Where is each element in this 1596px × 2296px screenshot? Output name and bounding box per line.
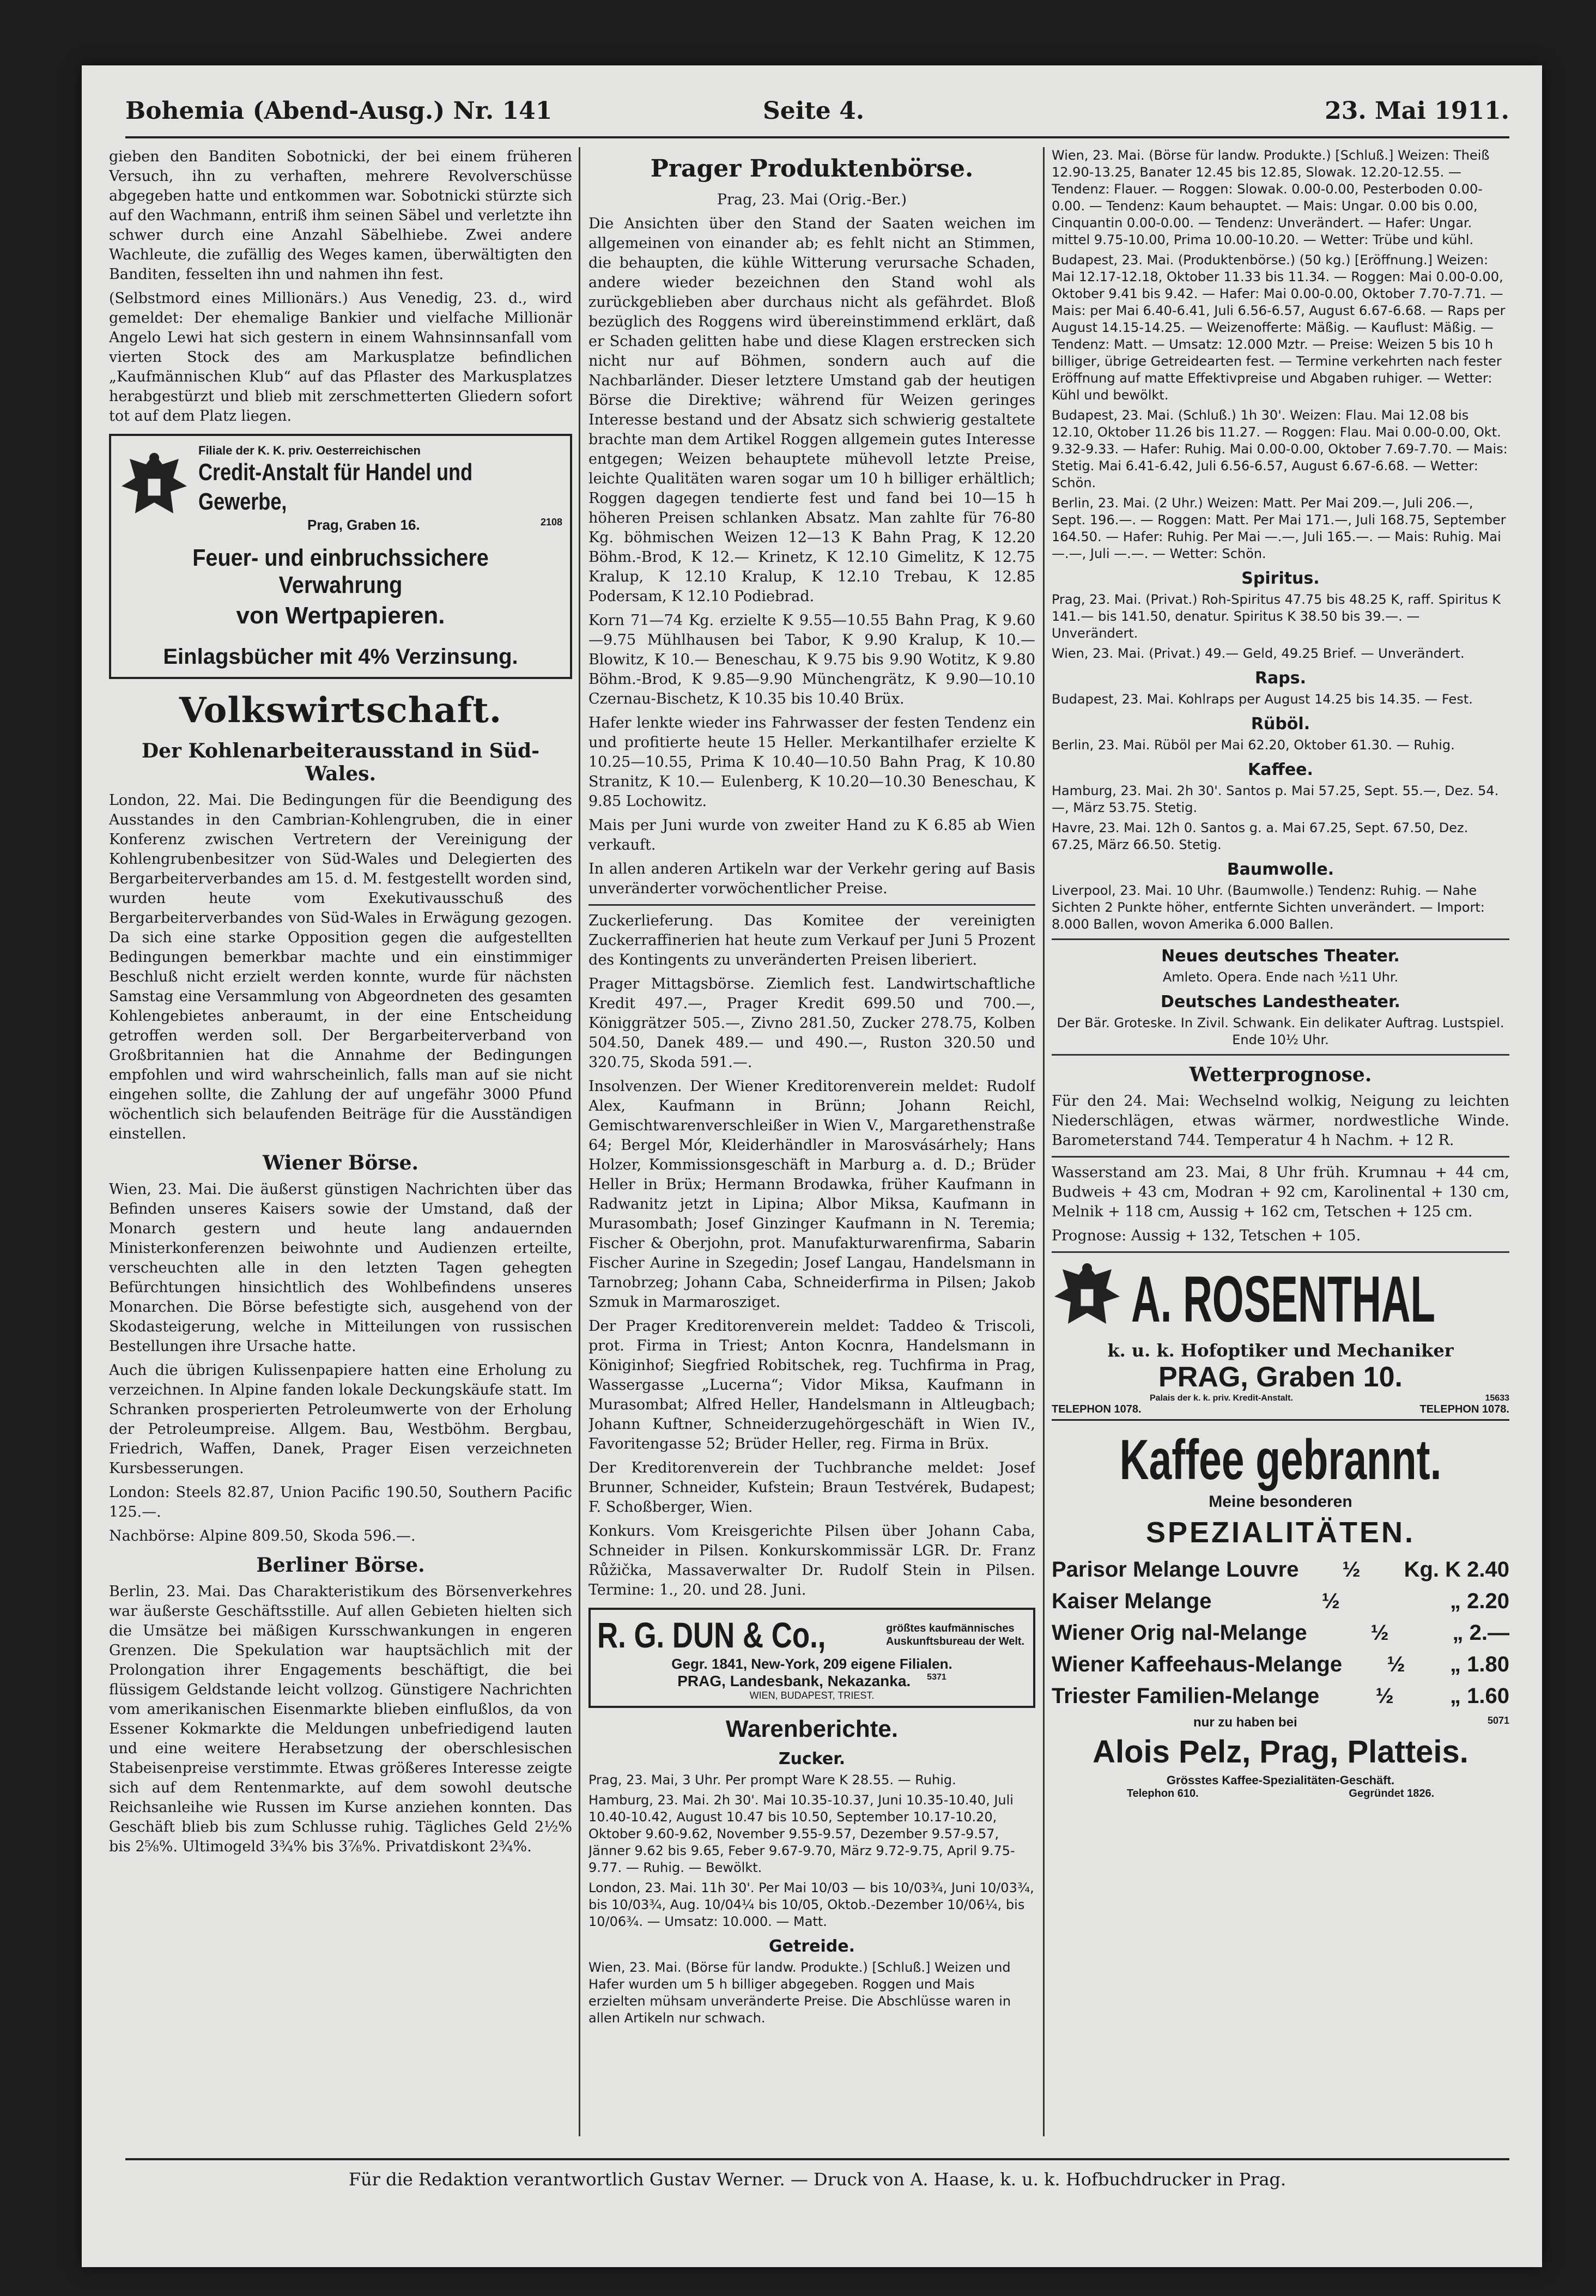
ad-firm-name: A. ROSENTHAL <box>1131 1263 1435 1336</box>
report-text: Havre, 23. Mai. 12h 0. Santos g. a. Mai 67.25, Sept. 67.50, Dez. 67.25, März 66.50. Stetig. <box>1052 820 1468 852</box>
product-name: Wiener Orig nal-Melange <box>1052 1621 1307 1645</box>
ad-headline: Kaffee gebrannt. <box>1119 1428 1442 1492</box>
eagle-crest-icon <box>119 448 190 530</box>
price-row <box>1052 1585 1509 1617</box>
product-name: Triester Familien-Melange <box>1052 1684 1320 1708</box>
ad-line: größtes kaufmännisches Auskunftsbureau der Welt. <box>886 1622 1025 1647</box>
ad-line: PRAG, Graben 10. <box>1158 1361 1403 1393</box>
ad-line: Gegr. 1841, New-York, 209 eigene Filialen. <box>671 1656 952 1672</box>
ad-line: von Wertpapieren. <box>236 602 445 629</box>
page-header <box>125 87 1509 138</box>
product-name: Parisor Melange Louvre <box>1052 1558 1299 1582</box>
divider <box>1052 1054 1509 1056</box>
product-name: Kaiser Melange <box>1052 1589 1212 1613</box>
subsection-title: Getreide. <box>769 1937 855 1956</box>
report-text: Berlin, 23. Mai. (2 Uhr.) Weizen: Matt. Per Mai 209.—, Juli 206.—, Sept. 196.—. — Roggen: Matt. Per Mai 171.—, Juli 168.75, September 164.50. — Hafer: Ruhig. Per Mai —.—, Juli 165.—. — Mais: Ruhig. Mai —.—, Juli —.—. — Wetter: Schön. <box>1052 495 1506 561</box>
article-text: Auch die übrigen Kulissenpapiere hatten eine Erholung zu verzeichnen. In Alpine fanden lokale Deckungskäufe statt. Im Schranken prosperierten Petroleumwerte von der Erholung der Petroleumpreise. Allgem. Bau, Westböhm. Bergbau, Friedrich, Waffen, Danek, Prager Eisen verzeichneten Kursbesserungen. <box>109 1362 572 1477</box>
subsection-title: Baumwolle. <box>1227 860 1334 879</box>
report-text: Budapest, 23. Mai. (Produktenbörse.) (50 kg.) [Eröffnung.] Weizen: Mai 12.17-12.18, Oktober 11.33 bis 11.34. — Roggen: Mai 0.00-0.00, Oktober 9.41 bis 9.42. — Hafer: Mai 0.00-0.00, Oktober 7.70-7.71. — Mais: per Mai 6.40-6.41, Juli 6.56-6.57, August 6.67-6.68. — Raps per August 14.15-14.25. — Weizenofferte: Mäßig. — Kauflust: Mäßig. — Tendenz: Matt. — Umsatz: 12.000 Mztr. — Preise: Weizen 5 bis 10 h billiger, übrige Getreidearten fest. — Termine verkehrten nach fester Eröffnung auf matte Effektivpreise und Abgaben ruhiger. — Wetter: Kühl und bewölkt. <box>1052 252 1506 403</box>
report-text: Prag, 23. Mai. (Privat.) Roh-Spiritus 47.75 bis 48.25 K, raff. Spiritus K 141.— bis 141.50, denatur. Spiritus K 38.50 bis 39.—. — Unverändert. <box>1052 592 1501 641</box>
page-number: Seite 4. <box>763 97 865 125</box>
article-headline: Berliner Börse. <box>256 1554 425 1577</box>
article-headline: Der Kohlenarbeiterausstand in Süd-Wales. <box>141 740 540 785</box>
product-price: „ 1.60 <box>1450 1684 1509 1708</box>
theater-program: Der Bär. Groteske. In Zivil. Schwank. Ein delikater Auftrag. Lustspiel. Ende 10½ Uhr. <box>1057 1015 1504 1047</box>
report-text: Budapest, 23. Mai. (Schluß.) 1h 30'. Weizen: Flau. Mai 12.08 bis 12.10, Oktober 11.26 bis 11.27. — Roggen: Flau. Mai 0.00-0.00, Okt. 9.32-9.33. — Hafer: Ruhig. Mai 0.00-0.00, Oktober 7.69-7.70. — Mais: Stetig. Mai 6.41-6.42, Juli 6.56-6.57, August 6.67-6.68. — Wetter: Schön. <box>1052 408 1508 490</box>
ad-line: k. u. k. Hofoptiker und Mechaniker <box>1107 1340 1454 1361</box>
section-title: Wetterprognose. <box>1189 1063 1372 1086</box>
ad-line: Meine besonderen <box>1209 1493 1352 1511</box>
article-text: Wien, 23. Mai. Die äußerst günstigen Nachrichten über das Befinden unseres Kaisers sowie der Umstand, daß der Monarch gestern und heute lang andauernden Ministerkonferenzen beiwohnte und Audienzen erteilte, verscheuchten alle in den letzten Tagen gehegten Befürchtungen hinsichtlich des Wohlbefindens unseres Monarchen. Die Börse befestigte sich, ausgehend von der Skodasteigerung, welche in Mitteilungen von russischen Bestellungen ihre Ursache hatte. <box>109 1181 572 1355</box>
product-qty: ½ <box>1321 1589 1340 1613</box>
report-text: London, 23. Mai. 11h 30'. Per Mai 10/03 — bis 10/03¾, Juni 10/03¾, bis 10/03¾, Aug. 10/04¼ bis 10/05, Oktob.-Dezember 10/06¼, bis 10/06¾. — Umsatz: 10.000. — Matt. <box>588 1880 1034 1929</box>
price-row <box>1052 1649 1509 1680</box>
masthead-issue: Bohemia (Abend-Ausg.) Nr. 141 <box>125 97 553 125</box>
ad-line: Filiale der K. K. priv. Oesterreichischen <box>198 444 421 457</box>
column-1 <box>109 147 572 2136</box>
dun-ad <box>588 1608 1035 1708</box>
credit-anstalt-ad <box>109 434 572 679</box>
ad-line: nur zu haben bei <box>1193 1715 1297 1730</box>
theater-title: Deutsches Landestheater. <box>1161 992 1400 1011</box>
article-text: London: Steels 82.87, Union Pacific 190.50, Southern Pacific 125.—. <box>109 1484 572 1520</box>
article-text: gieben den Banditen Sobotnicki, der bei einem früheren Versuch, ihn zu verhaften, mehrere Revolverschüsse abgegeben hatte und entkommen war. Sobotnicki stürzte sich auf den Wachmann, entriß ihm seinen Säbel und verletzte ihn schwer durch eine Anzahl Säbelhiebe. Zwei andere Wachleute, die zufällig des Weges kamen, überwältigten den Banditen, fesselten ihn und nahmen ihn fest. <box>109 148 572 283</box>
subsection-title: Rüböl. <box>1251 714 1310 734</box>
article-text: Prager Mittagsbörse. Ziemlich fest. Landwirtschaftliche Kredit 497.—, Prager Kredit 699.50 und 700.—, Königgrätzer 505.—, Zivno 281.50, Zucker 278.75, Kolben 504.50, Danek 489.— und 490.—, Ruston 320.50 und 320.75, Skoda 591.—. <box>588 976 1035 1071</box>
product-qty: ½ <box>1370 1621 1389 1645</box>
product-price: „ 2.20 <box>1450 1589 1509 1613</box>
subsection-title: Zucker. <box>778 1749 846 1768</box>
article-text: Wasserstand am 23. Mai, 8 Uhr früh. Krumnau + 44 cm, Budweis + 43 cm, Modran + 92 cm, Karolinental + 130 cm, Melnik + 118 cm, Aussig + 162 cm, Tetschen + 125 cm. <box>1052 1164 1509 1220</box>
ad-phone: Telephon 610. <box>1126 1788 1199 1800</box>
price-row <box>1052 1554 1509 1585</box>
article-headline: Wiener Börse. <box>262 1152 419 1174</box>
article-text: Berlin, 23. Mai. Das Charakteristikum des Börsenverkehres war äußerste Geschäftsstille. Auf allen Gebieten hielten sich die Umsätze bei mäßigen Kursschwankungen in engeren Grenzen. Die Spekulation war hauptsächlich mit der Prolongation ihrer Engagements beschäftigt, die bei flüssigem Geldstande leicht vollzog. Günstigere Nachrichten vom amerikanischen Eisenmarkte blieben einflußlos, da von Essener Kokmarkte die Meldungen unbefriedigend lauten und eine weitere Herabsetzung der oberschlesischen Stabeisenpreise verstimmte. Etwas größeres Interesse zeigte sich auf dem Rentenmarkte, auf dem sowohl deutsche Reichsanleihe wie Russen im Kurse anziehen konnten. Das Geschäft blieb bis zum Schlusse ruhig. Tägliches Geld 2½% bis 2⅝%. Ultimogeld 3¾% bis 3⅞%. Privatdiskont 2¾%. <box>109 1583 572 1855</box>
newspaper-page <box>82 65 1542 2267</box>
report-text: Prag, 23. Mai, 3 Uhr. Per prompt Ware K 28.55. — Ruhig. <box>588 1772 956 1788</box>
ad-firm-name: Alois Pelz, Prag, Platteis. <box>1093 1734 1468 1770</box>
ad-line: Palais der k. k. priv. Kredit-Anstalt. <box>1150 1394 1293 1403</box>
report-text: Wien, 23. Mai. (Börse für landw. Produkte.) [Schluß.] Weizen und Hafer wurden um 5 h billiger abgegeben. Roggen und Mais erzielten mühsam unveränderte Preise. Die Abschlüsse waren in allen Artikeln nur schwach. <box>588 1960 1011 2026</box>
ad-address: Prag, Graben 16. <box>307 517 420 533</box>
price-row <box>1052 1617 1509 1649</box>
ad-number: 2108 <box>540 517 562 528</box>
article-text: Insolvenzen. Der Wiener Kreditorenverein meldet: Rudolf Alex, Kaufmann in Brünn; Johann Reichl, Gemischtwarenverschleißer in Wien V., Margarethenstraße 64; Bergel Mór, Kleiderhändler in Marosvásárhely; Hans Holzer, Kommissionsgeschäft in Marburg a. d. D.; Brüder Heller in Brüx; Hermann Brodawka, früher Kaufmann in Radwanitz jetzt in Lipina; Albor Miksa, Kaufmann in Murasombath; Josef Ginzinger Kaufmann in N. Teremia; Fischer & Oberjohn, prot. Manufakturwarenfirma, Sabarin Fischer Aurine in Szegedin; Josef Langau, Handelsmann in Tarnobrzeg; Johann Caba, Schneiderfirma in Pilsen; Jakob Szmuk in Marmarosziget. <box>588 1078 1035 1311</box>
section-title: Prager Produktenbörse. <box>650 155 974 183</box>
eagle-crest-icon <box>1052 1258 1122 1340</box>
article-text: Zuckerlieferung. Das Komitee der vereinigten Zuckerraffinerien hat heute zum Verkauf per Juni 5 Prozent des Kontingents zu unveränderten Preisen liberiert. <box>588 912 1035 968</box>
ad-headline: SPEZIALITÄTEN. <box>1145 1516 1415 1549</box>
article-text: Nachbörse: Alpine 809.50, Skoda 596.—. <box>109 1528 416 1544</box>
subsection-title: Raps. <box>1254 669 1307 688</box>
report-text: Hamburg, 23. Mai. 2h 30'. Mai 10.35-10.37, Juni 10.35-10.40, Juli 10.40-10.42, August 10.47 bis 10.50, September 10.17-10.20, Oktober 9.60-9.62, November 9.55-9.57, Dezember 9.57-9.57, Jänner 9.62 bis 9.65, Feber 9.67-9.70, März 9.72-9.75, April 9.75-9.77. — Ruhig. — Bewölkt. <box>588 1792 1015 1875</box>
ad-line: Credit-Anstalt für Handel und Gewerbe, <box>198 459 473 515</box>
ad-line: WIEN, BUDAPEST, TRIEST. <box>749 1690 875 1701</box>
article-text: In allen anderen Artikeln war der Verkehr gering auf Basis unveränderter vorwöchentlicher Preise. <box>588 861 1035 897</box>
report-text: Berlin, 23. Mai. Rüböl per Mai 62.20, Oktober 61.30. — Ruhig. <box>1052 737 1455 753</box>
article-text: Konkurs. Vom Kreisgerichte Pilsen über Johann Caba, Schneider in Pilsen. Konkurskommissär LGR. Dr. Franz Růžička, Massaverwalter Dr. Rudolf Stein in Pilsen. Termine: 1., 20. und 28. Juni. <box>588 1523 1035 1598</box>
article-text: Der Kreditorenverein der Tuchbranche meldet: Josef Brunner, Schneider, Kufstein; Braun Testvérek, Budapest; F. Schoßberger, Wien. <box>588 1459 1035 1516</box>
issue-date: 23. Mai 1911. <box>1325 97 1509 125</box>
column-3 <box>1052 147 1509 2136</box>
report-text: Liverpool, 23. Mai. 10 Uhr. (Baumwolle.) Tendenz: Ruhig. — Nahe Sichten 2 Punkte höher, entfernte Sichten unverändert. — Import: 8.000 Ballen, wovon Amerika 6.000 Ballen. <box>1052 883 1485 932</box>
ad-number: 15633 <box>1485 1394 1509 1403</box>
column-rule <box>1043 147 1045 2136</box>
ad-phone: TELEPHON 1078. <box>1052 1403 1142 1415</box>
ad-firm-name: R. G. DUN & Co., <box>597 1615 826 1655</box>
product-name: Wiener Kaffeehaus-Melange <box>1052 1652 1343 1676</box>
divider <box>1052 1251 1509 1253</box>
divider <box>588 904 1035 906</box>
subsection-title: Spiritus. <box>1241 569 1320 588</box>
product-price: „ 2.— <box>1452 1621 1509 1645</box>
product-price: „ 1.80 <box>1450 1652 1509 1676</box>
ad-number: 5371 <box>927 1673 946 1682</box>
report-text: Hamburg, 23. Mai. 2h 30'. Santos p. Mai 57.25, Sept. 55.—, Dez. 54.—, März 53.75. Stetig. <box>1052 783 1499 815</box>
ad-line: Grösstes Kaffee-Spezialitäten-Geschäft. <box>1166 1773 1395 1787</box>
article-text: Der Prager Kreditorenverein meldet: Taddeo & Triscoli, prot. Firma in Triest; Anton Kocnra, Handelsmann in Königinhof; Siegfried Robitschek, reg. Tuchfirma in Prag, Wassergasse „Lucerna“; Vidor Miksa, Kaufmann in Murasombat; Alfred Heller, Handelsmann in Altleugbach; Johann Kuftner, Schneiderzugehörgeschäft in Wien IV., Favoritengasse 52; Brüder Heller, reg. Firma in Brüx. <box>588 1318 1035 1452</box>
article-text: Korn 71—74 Kg. erzielte K 9.55—10.55 Bahn Prag, K 9.60—9.75 Mühlhausen bei Tabor, K 9.90 Kralup, K 10.— Blowitz, K 10.— Beneschau, K 9.75 bis 9.90 Wotitz, K 9.80 Böhm.-Brod, K 9.85—9.90 Münchengrätz, K 9.90—10.10 Czernau-Bischetz, K 10.35 bis 10.40 Brüx. <box>588 612 1035 707</box>
section-title: Volkswirtschaft. <box>179 690 502 731</box>
product-price: Kg. K 2.40 <box>1404 1558 1509 1582</box>
article-text: London, 22. Mai. Die Bedingungen für die Beendigung des Ausstandes in den Cambrian-Kohlengruben, die in einer Konferenz zwischen Vertretern der Vereinigung der Kohlengrubenbesitzer von Süd-Wales und Delegierten des Bergarbeiterverbandes am 15. d. M. festgestellt worden sind, wurden heute vom Exekutivausschuß des Bergarbeiterverbandes von Süd-Wales in Erwägung gezogen. Da sich eine starke Opposition gegen die aufgestellten Bedingungen bemerkbar machte und ein einstimmiger Beschluß nicht erzielt werden konnte, wurde für nächsten Samstag eine Versammlung von Abgeordneten des gesamten Kohlengebietes anberaumt, in der eine Entscheidung getroffen werden soll. Der Bergarbeiterverband von Großbritannien hat die Annahme der Bedingungen empfohlen und wird wahrscheinlich, falls man auf sie nicht eingehen sollte, die Zahlung der auf ungefähr 3000 Pfund wöchentlich sich belaufenden Beiträge für die Ausständigen einstellen. <box>109 792 572 1142</box>
product-qty: ½ <box>1387 1652 1405 1676</box>
pelz-coffee-ad <box>1052 1427 1509 1800</box>
report-text: Wien, 23. Mai. (Privat.) 49.— Geld, 49.25 Brief. — Unverändert. <box>1052 646 1465 661</box>
price-row <box>1052 1680 1509 1712</box>
ad-line: PRAG, Landesbank, Nekazanka. <box>677 1673 911 1689</box>
ad-line: Gegründet 1826. <box>1349 1788 1435 1800</box>
section-title: Warenberichte. <box>725 1716 899 1742</box>
article-text: Prognose: Aussig + 132, Tetschen + 105. <box>1052 1227 1361 1244</box>
product-qty: ½ <box>1375 1684 1394 1708</box>
article-text: Mais per Juni wurde von zweiter Hand zu K 6.85 ab Wien verkauft. <box>588 817 1035 853</box>
ad-line: Einlagsbücher mit 4% Verzinsung. <box>163 645 518 669</box>
theater-title: Neues deutsches Theater. <box>1161 947 1400 966</box>
report-text: Wien, 23. Mai. (Börse für landw. Produkte.) [Schluß.] Weizen: Theiß 12.90-13.25, Banater 12.45 bis 12.85, Slowak. 12.20-12.55. — Tendenz: Flauer. — Roggen: Slowak. 0.00-0.00, Pesterboden 0.00-0.00. — Tendenz: Kaum behauptet. — Mais: Ungar. 0.00 bis 0.00, Cinquantin 0.00-0.00. — Tendenz: Unverändert. — Hafer: Ungar. mittel 9.75-10.00, Prima 10.00-10.20. — Wetter: Trübe und kühl. <box>1052 148 1490 247</box>
report-text: Budapest, 23. Mai. Kohlraps per August 14.25 bis 14.35. — Fest. <box>1052 692 1473 707</box>
article-text: Die Ansichten über den Stand der Saaten weichen im allgemeinen von einander ab; es fehlt nicht an Stimmen, die behaupten, die kühle Witterung verursache Schaden, andere wieder bezeichnen den Stand wohl als zurückgeblieben aber durchaus nicht als gefährdet. Bloß bezüglich des Roggens wird übereinstimmend erklärt, daß er Schaden gelitten habe und diese Klagen erstrecken sich nicht nur auf Böhmen, sondern auch auf die Nachbarländer. Dieser letztere Umstand gab der heutigen Börse die Direktive; während für Weizen geringes Interesse bestand und der Absatz sich schwierig gestaltete brachte man dem Artikel Roggen allgemein gutes Interesse entgegen; Weizen behauptete mühevoll letzte Preise, leichte Qualitäten waren sogar um 10 h billiger erhältlich; Roggen dagegen tendierte fest und fand bei 10—15 h höheren Preisen schlanken Absatz. Man zahlte für 76-80 Kg. böhmischen Weizen 12—13 K Bahn Prag, K 12.20 Böhm.-Brod, K 12.— Krinetz, K 12.10 Gimelitz, K 12.75 Kralup, K 12.10 Kralup, K 12.10 Trebau, K 12.85 Podersam, K 12.10 Podiebrad. <box>588 215 1035 605</box>
column-2 <box>588 147 1035 2136</box>
rosenthal-ad <box>1052 1258 1509 1421</box>
dateline: Prag, 23. Mai (Orig.-Ber.) <box>717 191 907 208</box>
article-text: Für den 24. Mai: Wechselnd wolkig, Neigung zu leichten Niederschlägen, etwas wärmer, nordwestliche Winde. Barometerstand 744. Temperatur 4 h Nachm. + 12 R. <box>1052 1093 1509 1149</box>
article-text: (Selbstmord eines Millionärs.) Aus Venedig, 23. d., wird gemeldet: Der ehemalige Bankier und vielfache Millionär Angelo Lewi hat sich gestern in einem Wahnsinnsanfall vom vierten Stock des am Markusplatze befindlichen „Kaufmännischen Klub“ auf das Pflaster des Markusplatzes herabgestürzt und blieb mit zerschmetterten Gliedern sofort tot auf dem Platz liegen. <box>109 290 572 425</box>
ad-number: 5071 <box>1487 1715 1509 1726</box>
theater-program: Amleto. Opera. Ende nach ½11 Uhr. <box>1162 970 1399 985</box>
product-qty: ½ <box>1342 1558 1361 1582</box>
ad-phone: TELEPHON 1078. <box>1419 1403 1509 1415</box>
divider <box>1052 938 1509 940</box>
column-rule <box>579 147 580 2136</box>
subsection-title: Kaffee. <box>1248 760 1313 779</box>
ad-line: Feuer- und einbruchssichere Verwahrung <box>192 544 489 598</box>
article-text: Hafer lenkte wieder ins Fahrwasser der festen Tendenz ein und profitierte heute 15 Heller. Merkantilhafer erzielte K 10.25—10.55, Prima K 10.40—10.50 Bahn Prag, K 10.80 Stranitz, K 10.— Eulenberg, K 10.20—10.30 Beneschau, K 9.85 Lochowitz. <box>588 714 1035 810</box>
divider <box>1052 1156 1509 1158</box>
imprint-footer: Für die Redaktion verantwortlich Gustav Werner. — Druck von A. Haase, k. u. k. Hofbuchdrucker in Prag. <box>125 2158 1509 2198</box>
